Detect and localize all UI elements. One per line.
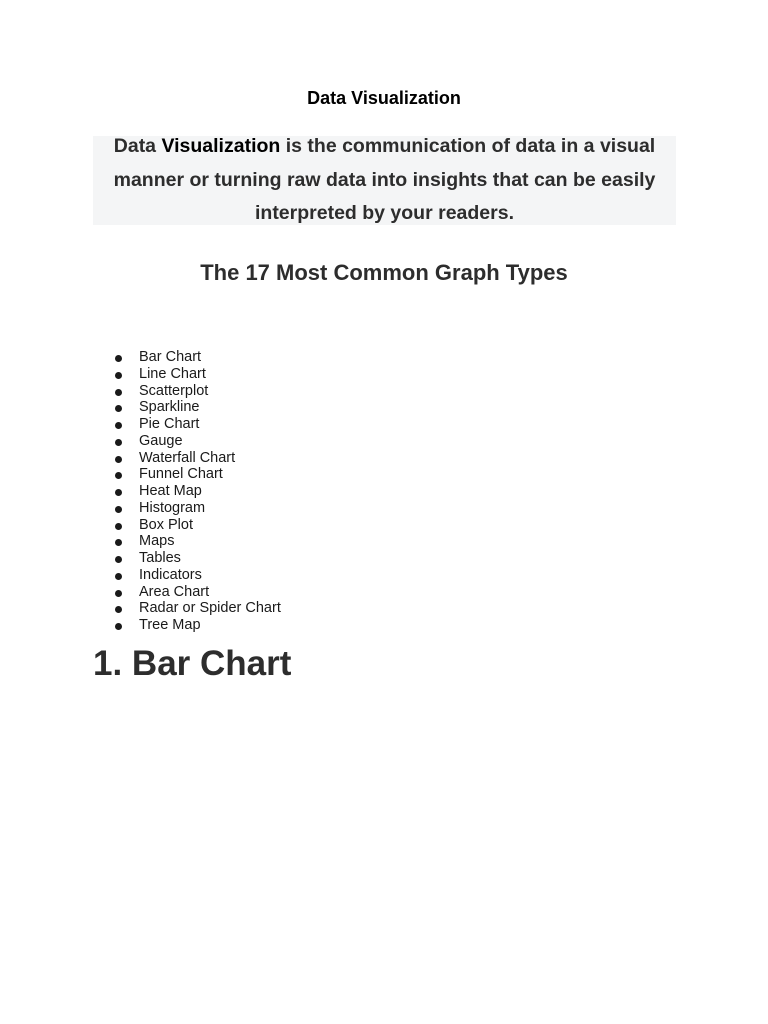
- list-item-label: Bar Chart: [139, 349, 202, 365]
- list-item: [112, 533, 281, 550]
- bullet-icon: [115, 489, 122, 496]
- list-item-label: Funnel Chart: [139, 466, 223, 483]
- list-item: [112, 550, 281, 567]
- list-item-label: Histogram: [139, 499, 206, 516]
- bullet-icon: [115, 439, 122, 446]
- list-item-label: Pie Chart: [139, 416, 200, 432]
- list-item: [112, 517, 281, 534]
- bullet-icon: [115, 372, 122, 379]
- bullet-icon: [115, 606, 122, 613]
- intro-rest-text: is the communication of data in a visual manner or turning raw data into insights that can be easily interpreted by your readers.: [113, 135, 656, 224]
- list-item: [112, 383, 281, 400]
- list-item: [112, 433, 281, 450]
- bullet-icon: [115, 456, 122, 463]
- bullet-icon: [115, 405, 122, 412]
- bullet-icon: [115, 355, 122, 362]
- list-item-label: Tree Map: [139, 617, 201, 633]
- list-item-label: Maps: [139, 533, 175, 550]
- list-item: [112, 450, 281, 467]
- bullet-icon: [115, 523, 122, 530]
- list-item-label: Area Chart: [139, 583, 210, 600]
- bullet-icon: [115, 472, 122, 479]
- intro-lead-word: Data: [113, 135, 157, 157]
- bullet-icon: [115, 623, 122, 630]
- list-item: [112, 600, 281, 617]
- list-item: [112, 617, 281, 634]
- list-item: [112, 584, 281, 601]
- list-item-label: Heat Map: [139, 483, 202, 499]
- list-item-label: Sparkline: [139, 399, 200, 416]
- bullet-icon: [115, 422, 122, 429]
- bullet-icon: [115, 556, 122, 563]
- list-item-label: Gauge: [139, 432, 183, 449]
- list-item: [112, 349, 281, 366]
- bullet-icon: [115, 573, 122, 580]
- graph-types-list: [112, 349, 281, 634]
- list-item: [112, 366, 281, 383]
- list-item-label: Waterfall Chart: [139, 449, 236, 466]
- intro-strong-word: Visualization: [161, 135, 281, 157]
- list-item-label: Indicators: [139, 566, 202, 583]
- list-item-label: Line Chart: [139, 365, 206, 382]
- list-item: [112, 416, 281, 433]
- bullet-icon: [115, 539, 122, 546]
- list-item-label: Scatterplot: [139, 382, 209, 399]
- list-item-label: Box Plot: [139, 516, 193, 533]
- list-item-label: Radar or Spider Chart: [139, 600, 281, 617]
- list-item-label: Tables: [139, 550, 181, 566]
- section-heading: The 17 Most Common Graph Types: [200, 260, 568, 285]
- bullet-icon: [115, 590, 122, 597]
- list-item: [112, 399, 281, 416]
- page-title: Data Visualization: [307, 88, 461, 108]
- intro-paragraph: [93, 130, 676, 231]
- list-item: [112, 500, 281, 517]
- list-item: [112, 567, 281, 584]
- list-item: [112, 466, 281, 483]
- bullet-icon: [115, 506, 122, 513]
- bar-chart-heading: 1. Bar Chart: [93, 644, 292, 683]
- bullet-icon: [115, 389, 122, 396]
- list-item: [112, 483, 281, 500]
